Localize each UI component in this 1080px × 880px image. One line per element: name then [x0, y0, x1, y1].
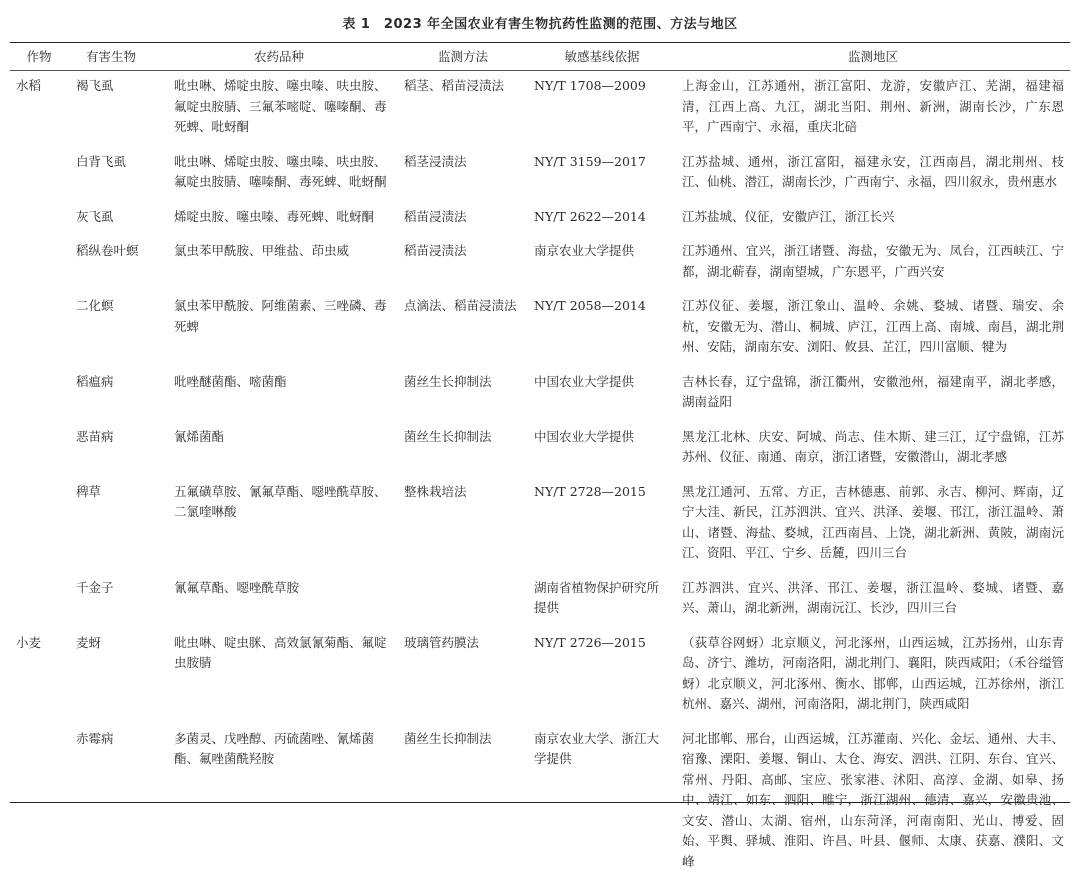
cell-regions: 河北邯郸、邢台，山西运城，江苏灌南、兴化、金坛、通州、大丰、宿豫、溧阳、姜堰、铜山、太仓、海安、泗洪、江阴、东台、宜兴、常州、丹阳、高邮、宝应、张家港、沭阳、高淳、金湖、如皋、扬中、靖江、如东、泗阳、睢宁，浙江湖州、德清、嘉兴，安徽贵池、文安、潜山、太湖、宿州，山东菏泽，河南南阳、光山、博爱、固始、平舆、驿城、淮阳、许昌、叶县、偃师、太康、获嘉、濮阳、文峰: [676, 723, 1070, 880]
cell-pesticide: 吡虫啉、烯啶虫胺、噻虫嗪、呋虫胺、氟啶虫胺腈、噻嗪酮、毒死蜱、吡蚜酮: [160, 146, 398, 201]
cell-method: 稻苗浸渍法: [398, 201, 528, 236]
cell-method: 菌丝生长抑制法: [398, 723, 528, 880]
cell-pesticide: 氰烯菌酯: [160, 421, 398, 476]
cell-pest: 褐飞虱: [68, 70, 160, 146]
cell-crop: 小麦: [10, 627, 68, 723]
cell-method: 稻茎、稻苗浸渍法: [398, 70, 528, 146]
monitoring-table: [10, 44, 1070, 880]
cell-method: 玻璃管药膜法: [398, 627, 528, 723]
table-row: [10, 235, 1070, 290]
cell-method: 菌丝生长抑制法: [398, 421, 528, 476]
table-row: [10, 201, 1070, 236]
cell-method: 菌丝生长抑制法: [398, 366, 528, 421]
cell-pesticide: 多菌灵、戊唑醇、丙硫菌唑、氰烯菌酯、氟唑菌酰羟胺: [160, 723, 398, 880]
table-row: [10, 70, 1070, 146]
cell-pest: 稗草: [68, 476, 160, 572]
top-rule: [10, 42, 1070, 43]
table-title: 表 1 2023 年全国农业有害生物抗药性监测的范围、方法与地区: [0, 13, 1080, 32]
cell-regions: 上海金山，江苏通州，浙江富阳、龙游，安徽庐江、芜湖，福建福清，江西上高、九江，湖北当阳、荆州、新洲，湖南长沙，广东恩平，广西南宁、永福，重庆北碚: [676, 70, 1070, 146]
cell-regions: 江苏通州、宜兴，浙江诸暨、海盐，安徽无为、凤台，江西峡江、宁都，湖北蕲春，湖南望城，广东恩平，广西兴安: [676, 235, 1070, 290]
cell-baseline: NY/T 2726—2015: [528, 627, 676, 723]
cell-regions: （荻草谷网蚜）北京顺义，河北涿州，山西运城，江苏扬州，山东青岛、济宁、潍坊，河南洛阳，湖北荆门、襄阳，陕西咸阳；（禾谷缢管蚜）北京顺义，河北涿州、衡水、邯郸，山西运城，江苏徐州，浙江杭州、嘉兴、湖州，河南洛阳，湖北荆门，陕西咸阳: [676, 627, 1070, 723]
cell-method: 稻茎浸渍法: [398, 146, 528, 201]
cell-method: 点滴法、稻苗浸渍法: [398, 290, 528, 366]
cell-baseline: 湖南省植物保护研究所提供: [528, 572, 676, 627]
cell-baseline: NY/T 2058—2014: [528, 290, 676, 366]
cell-pest: 恶苗病: [68, 421, 160, 476]
cell-regions: 江苏盐城、通州，浙江富阳，福建永安，江西南昌，湖北荆州、枝江、仙桃、潜江，湖南长沙，广西南宁、永福，四川叙永，贵州惠水: [676, 146, 1070, 201]
table-row: [10, 421, 1070, 476]
cell-regions: 黑龙江北林、庆安、阿城、尚志、佳木斯、建三江，辽宁盘锦，江苏苏州、仪征、南通、南京，浙江诸暨，安徽潜山，湖北孝感: [676, 421, 1070, 476]
table-row: [10, 627, 1070, 723]
cell-regions: 黑龙江通河、五常、方正，吉林德惠、前郭、永吉、柳河、辉南，辽宁大洼、新民，江苏泗洪、宜兴、洪泽、姜堰、邗江，浙江温岭、萧山、诸暨、海盐、婺城，江西南昌、上饶，湖北新洲、黄陂，湖南沅江、资阳、平江、宁乡、岳麓，四川三台: [676, 476, 1070, 572]
cell-pest: 白背飞虱: [68, 146, 160, 201]
cell-baseline: NY/T 2728—2015: [528, 476, 676, 572]
header-crop: 作物: [10, 44, 68, 70]
cell-crop: [10, 235, 68, 290]
cell-pesticide: 吡唑醚菌酯、嘧菌酯: [160, 366, 398, 421]
cell-pesticide: 五氟磺草胺、氰氟草酯、噁唑酰草胺、二氯喹啉酸: [160, 476, 398, 572]
header-regions: 监测地区: [676, 44, 1070, 70]
cell-pest: 千金子: [68, 572, 160, 627]
cell-pesticide: 烯啶虫胺、噻虫嗪、毒死蜱、吡蚜酮: [160, 201, 398, 236]
cell-pest: 二化螟: [68, 290, 160, 366]
table-row: [10, 366, 1070, 421]
cell-method: 稻苗浸渍法: [398, 235, 528, 290]
table-row: [10, 290, 1070, 366]
cell-baseline: 中国农业大学提供: [528, 366, 676, 421]
cell-baseline: 南京农业大学、浙江大学提供: [528, 723, 676, 880]
cell-pesticide: 吡虫啉、啶虫脒、高效氯氰菊酯、氟啶虫胺腈: [160, 627, 398, 723]
cell-method: 整株栽培法: [398, 476, 528, 572]
header-baseline: 敏感基线依据: [528, 44, 676, 70]
cell-crop: [10, 476, 68, 572]
cell-baseline: NY/T 3159—2017: [528, 146, 676, 201]
cell-baseline: 南京农业大学提供: [528, 235, 676, 290]
cell-baseline: NY/T 2622—2014: [528, 201, 676, 236]
header-method: 监测方法: [398, 44, 528, 70]
cell-baseline: NY/T 1708—2009: [528, 70, 676, 146]
cell-pesticide: 氯虫苯甲酰胺、甲维盐、茚虫威: [160, 235, 398, 290]
cell-crop: [10, 366, 68, 421]
table-row: [10, 572, 1070, 627]
cell-crop: [10, 572, 68, 627]
table-row: [10, 476, 1070, 572]
cell-pest: 赤霉病: [68, 723, 160, 880]
table-row: [10, 723, 1070, 880]
cell-crop: [10, 421, 68, 476]
cell-pesticide: 氯虫苯甲酰胺、阿维菌素、三唑磷、毒死蜱: [160, 290, 398, 366]
cell-crop: [10, 146, 68, 201]
cell-regions: 江苏盐城、仪征，安徽庐江，浙江长兴: [676, 201, 1070, 236]
cell-method: [398, 572, 528, 627]
cell-regions: 吉林长春，辽宁盘锦，浙江衢州，安徽池州，福建南平，湖北孝感，湖南益阳: [676, 366, 1070, 421]
header-pest: 有害生物: [68, 44, 160, 70]
cell-crop: [10, 290, 68, 366]
cell-pesticide: 氰氟草酯、噁唑酰草胺: [160, 572, 398, 627]
cell-pest: 麦蚜: [68, 627, 160, 723]
cell-pest: 稻瘟病: [68, 366, 160, 421]
header-pesticide: 农药品种: [160, 44, 398, 70]
header-row: [10, 44, 1070, 70]
cell-crop: [10, 201, 68, 236]
cell-regions: 江苏泗洪、宜兴、洪泽、邗江、姜堰，浙江温岭、婺城、诸暨、嘉兴、萧山，湖北新洲，湖南沅江、长沙，四川三台: [676, 572, 1070, 627]
cell-pest: 稻纵卷叶螟: [68, 235, 160, 290]
cell-regions: 江苏仪征、姜堰，浙江象山、温岭、余姚、婺城、诸暨、瑞安、余杭，安徽无为、潜山、桐城、庐江，江西上高、南城、南昌，湖北荆州、安陆，湖南东安、浏阳、攸县、芷江，四川富顺、犍为: [676, 290, 1070, 366]
cell-pesticide: 吡虫啉、烯啶虫胺、噻虫嗪、呋虫胺、氟啶虫胺腈、三氟苯嘧啶、噻嗪酮、毒死蜱、吡蚜酮: [160, 70, 398, 146]
cell-baseline: 中国农业大学提供: [528, 421, 676, 476]
cell-crop: 水稻: [10, 70, 68, 146]
cell-pest: 灰飞虱: [68, 201, 160, 236]
table-row: [10, 146, 1070, 201]
cell-crop: [10, 723, 68, 880]
